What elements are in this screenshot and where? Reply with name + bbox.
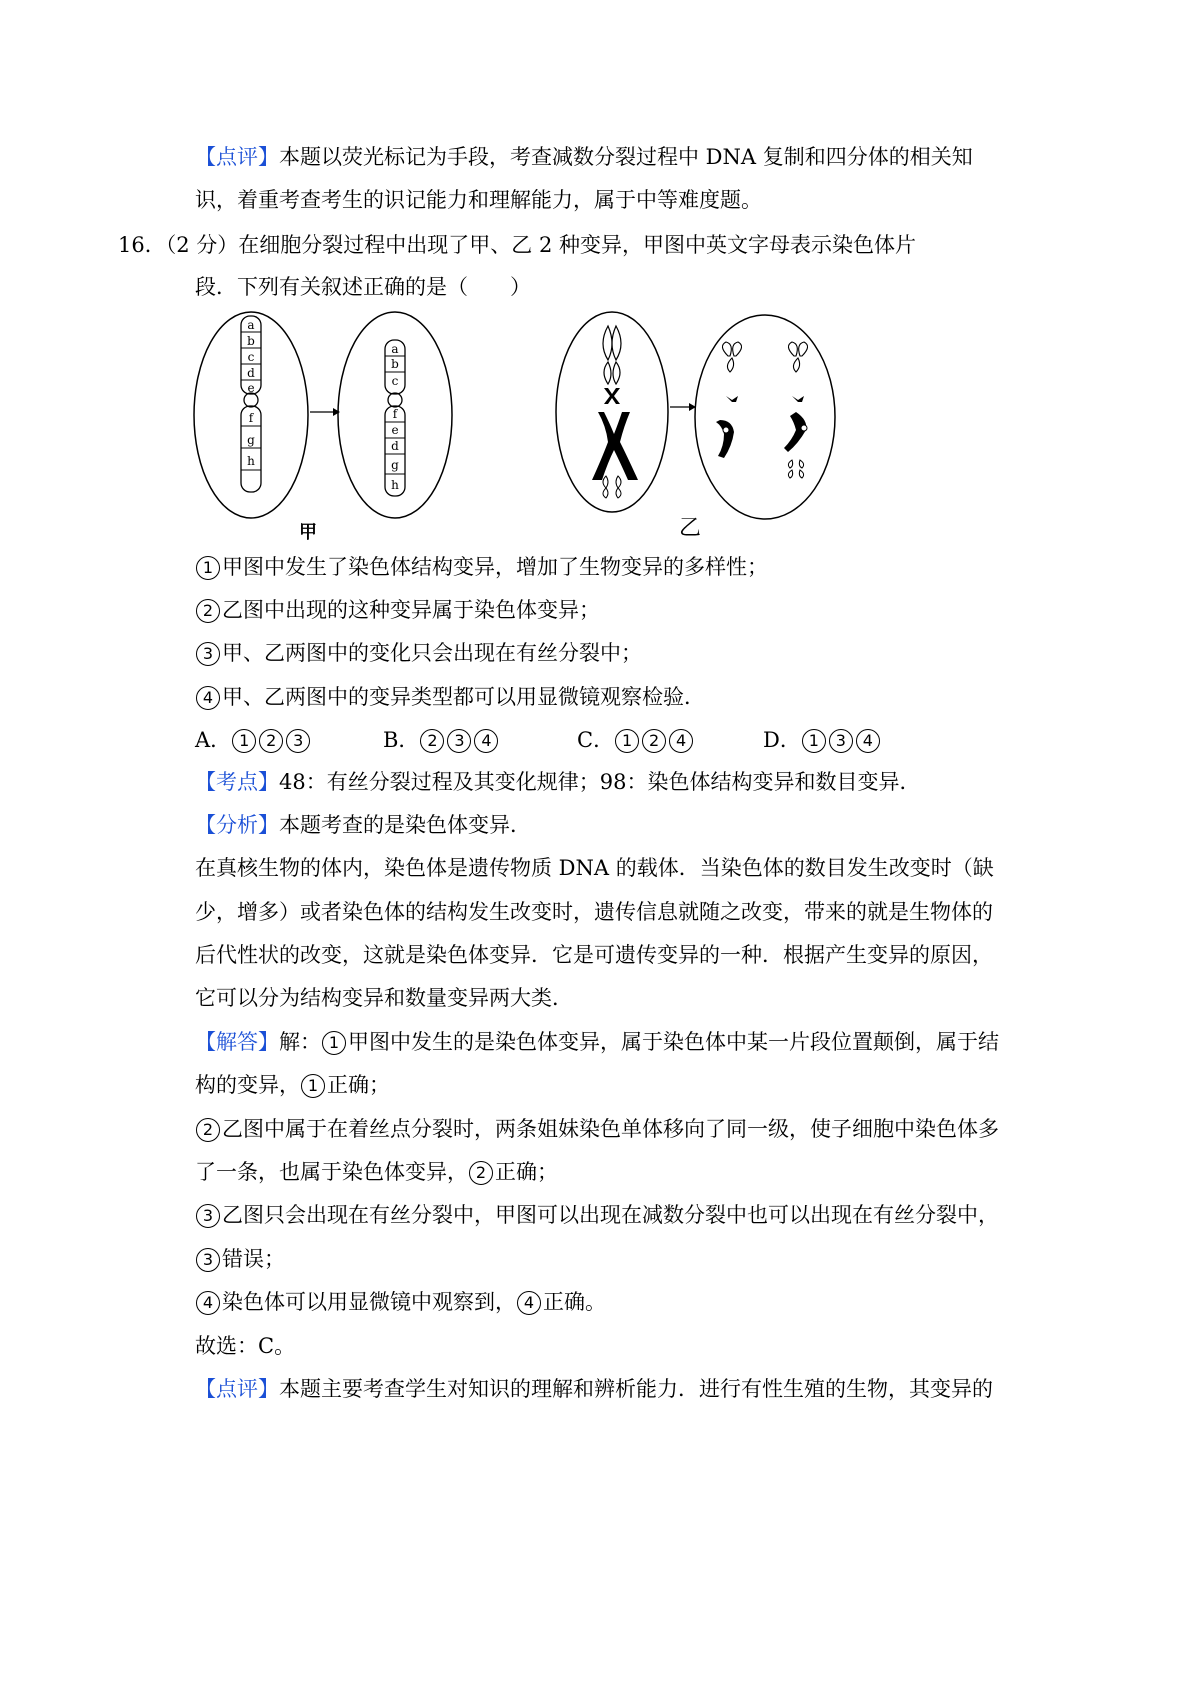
kaodian-line: 【考点】48：有丝分裂过程及其变化规律；98：染色体结构变异和数目变异． bbox=[195, 770, 921, 794]
fenxi-p2: 少，增多）或者染色体的结构发生改变时，遗传信息就随之改变，带来的就是生物体的 bbox=[195, 900, 993, 924]
yi-cell-before bbox=[556, 312, 668, 512]
jieda-line3: 2 乙图中属于在着丝点分裂时，两条姐妹染色单体移向了同一级，使子细胞中染色体多 bbox=[195, 1114, 999, 1144]
segment-label: d bbox=[247, 366, 255, 380]
jieda-line2: 构的变异， 1 正确； bbox=[195, 1073, 390, 1097]
statement-2: 2 乙图中出现的这种变异属于染色体变异； bbox=[195, 595, 600, 625]
segment-label: e bbox=[391, 423, 399, 437]
yi-arrow bbox=[670, 403, 696, 411]
yi-label: 乙 bbox=[678, 516, 702, 541]
circled-number: 2 bbox=[196, 599, 220, 623]
jieda-line6: 3 错误； bbox=[195, 1244, 285, 1274]
segment-label: h bbox=[247, 454, 255, 468]
question-number: 16． bbox=[118, 233, 166, 257]
option-b[interactable]: B． 2 3 4 bbox=[383, 725, 500, 755]
fenxi-tag: 【分析】 bbox=[195, 813, 279, 837]
segment-label: e bbox=[247, 381, 255, 395]
fenxi-line: 【分析】本题考查的是染色体变异． bbox=[195, 813, 531, 837]
options-row bbox=[195, 725, 915, 755]
statement-1: 1 甲图中发生了染色体结构变异，增加了生物变异的多样性； bbox=[195, 552, 768, 582]
jieda-line5: 3 乙图只会出现在有丝分裂中，甲图可以出现在减数分裂中也可以出现在有丝分裂中， bbox=[195, 1200, 999, 1230]
segment-label: b bbox=[247, 334, 255, 348]
comment-tag: 【点评】 bbox=[195, 145, 279, 169]
jieda-line7: 4 染色体可以用显微镜中观察到， 4 正确。 bbox=[195, 1287, 606, 1317]
option-a[interactable]: A． 1 2 3 bbox=[195, 725, 312, 755]
jieda-answer: 故选：C。 bbox=[195, 1334, 296, 1358]
segment-label: d bbox=[391, 439, 399, 453]
yi-cell-after bbox=[695, 315, 835, 519]
kaodian-tag: 【考点】 bbox=[195, 770, 279, 794]
jia-arrow bbox=[310, 408, 340, 416]
circled-number: 3 bbox=[196, 642, 220, 666]
segment-label: a bbox=[391, 342, 399, 356]
segment-label: h bbox=[391, 478, 399, 492]
segment-label: c bbox=[247, 350, 255, 364]
comment-tag: 【点评】 bbox=[195, 1377, 279, 1401]
question-line2: 段．下列有关叙述正确的是（ ） bbox=[195, 275, 531, 299]
prev-comment-line2: 识，着重考查考生的识记能力和理解能力，属于中等难度题。 bbox=[195, 188, 762, 212]
segment-label: c bbox=[391, 374, 399, 388]
fenxi-p1: 在真核生物的体内，染色体是遗传物质 DNA 的载体．当染色体的数目发生改变时（缺 bbox=[195, 856, 994, 880]
prev-comment-line1: 【点评】本题以荧光标记为手段，考查减数分裂过程中 DNA 复制和四分体的相关知 bbox=[195, 145, 973, 169]
jieda-line1: 【解答】解： 1 甲图中发生的是染色体变异，属于染色体中某一片段位置颠倒，属于结 bbox=[195, 1030, 999, 1054]
option-d[interactable]: D． 1 3 4 bbox=[763, 725, 882, 755]
question-line1: 16．（2 分）在细胞分裂过程中出现了甲、乙 2 种变异，甲图中英文字母表示染色体片 bbox=[118, 233, 916, 257]
jia-label: 甲 bbox=[299, 522, 317, 543]
fenxi-p4: 它可以分为结构变异和数量变异两大类． bbox=[195, 986, 573, 1010]
segment-label: g bbox=[391, 458, 399, 472]
jieda-tag: 【解答】 bbox=[195, 1030, 279, 1054]
segment-label: a bbox=[247, 318, 255, 332]
option-c[interactable]: C． 1 2 4 bbox=[577, 725, 695, 755]
segment-label: b bbox=[391, 357, 399, 371]
chromosome-figure bbox=[180, 300, 900, 555]
segment-label: g bbox=[247, 433, 255, 447]
circled-number: 4 bbox=[196, 686, 220, 710]
statement-4: 4 甲、乙两图中的变异类型都可以用显微镜观察检验． bbox=[195, 682, 705, 712]
final-comment-line: 【点评】本题主要考查学生对知识的理解和辨析能力．进行有性生殖的生物，其变异的 bbox=[195, 1377, 993, 1401]
jieda-line4: 了一条，也属于染色体变异， 2 正确； bbox=[195, 1160, 558, 1184]
circled-number: 1 bbox=[196, 556, 220, 580]
segment-label: f bbox=[392, 407, 398, 421]
jia-cell-after bbox=[338, 312, 452, 518]
fenxi-p3: 后代性状的改变，这就是染色体变异．它是可遗传变异的一种．根据产生变异的原因， bbox=[195, 943, 993, 967]
jia-cell-before bbox=[194, 312, 308, 518]
segment-label: f bbox=[248, 411, 254, 425]
statement-3: 3 甲、乙两图中的变化只会出现在有丝分裂中； bbox=[195, 638, 642, 668]
